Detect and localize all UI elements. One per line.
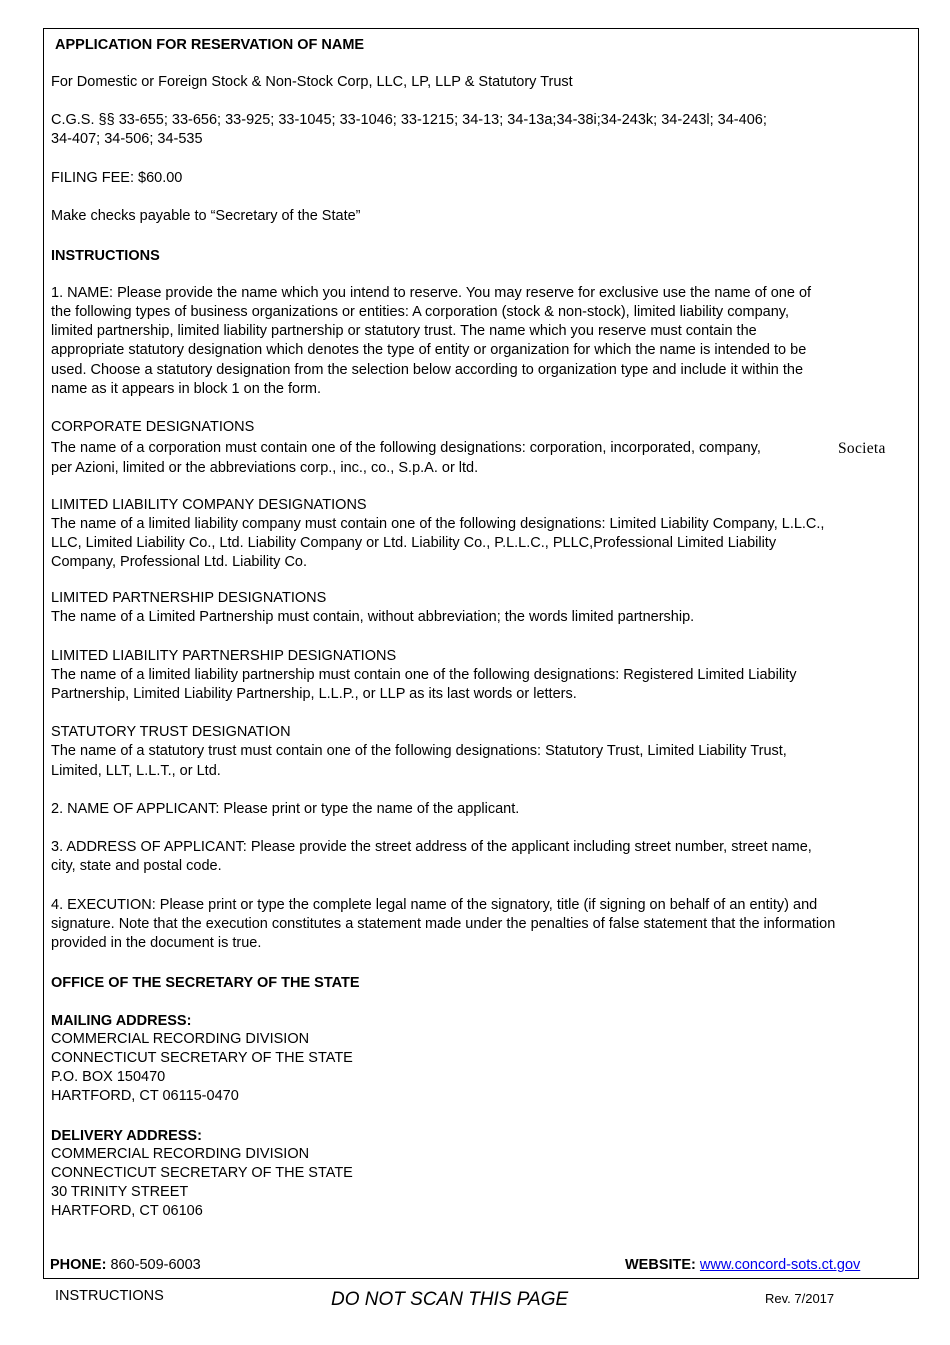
corporate-line: The name of a corporation must contain one of the following designations: corporation, incorporated, company, — [51, 440, 761, 456]
name-instruction-line: the following types of business organizations or entities: A corporation (stock & non-stock), limited liability company, — [51, 304, 789, 320]
applicant-address-line: 3. ADDRESS OF APPLICANT: Please provide the street address of the applicant including street number, street name, — [51, 839, 812, 855]
llp-heading: LIMITED LIABILITY PARTNERSHIP DESIGNATIONS — [51, 648, 397, 664]
name-instruction-line: name as it appears in block 1 on the form. — [51, 381, 322, 397]
llc-line: LLC, Limited Liability Co., Ltd. Liability Company or Ltd. Liability Co., P.L.L.C., PLLC,Professional Limited Liability — [51, 535, 777, 551]
corporate-line: per Azioni, limited or the abbreviations corp., inc., co., S.p.A. or ltd. — [51, 460, 479, 476]
office-heading: OFFICE OF THE SECRETARY OF THE STATE — [51, 975, 360, 991]
filing-fee: FILING FEE: $60.00 — [51, 170, 183, 186]
execution-line: 4. EXECUTION: Please print or type the complete legal name of the signatory, title (if signing on behalf of an entity) and — [51, 897, 818, 913]
mailing-address-label: MAILING ADDRESS: — [51, 1013, 192, 1029]
lp-line: The name of a Limited Partnership must contain, without abbreviation; the words limited partnership. — [51, 609, 695, 625]
name-instruction-line: used. Choose a statutory designation from the selection below according to organization type and include it within the — [51, 362, 804, 378]
trust-line: Limited, LLT, L.L.T., or Ltd. — [51, 763, 221, 779]
form-title: APPLICATION FOR RESERVATION OF NAME — [55, 37, 365, 53]
applicant-address-line: city, state and postal code. — [51, 858, 222, 874]
delivery-address-line: CONNECTICUT SECRETARY OF THE STATE — [51, 1165, 353, 1181]
delivery-address-line: 30 TRINITY STREET — [51, 1184, 189, 1200]
website-link[interactable]: www.concord-sots.ct.gov — [699, 1257, 861, 1273]
llc-heading: LIMITED LIABILITY COMPANY DESIGNATIONS — [51, 497, 367, 513]
statutes-line-1: C.G.S. §§ 33-655; 33-656; 33-925; 33-1045; 33-1046; 33-1215; 34-13; 34-13a;34-38i;34-243k; 34-243l; 34-406; — [51, 112, 767, 128]
execution-line: signature. Note that the execution constitutes a statement made under the penalties of false statement that the information — [51, 916, 836, 932]
execution-line: provided in the document is true. — [51, 935, 262, 951]
form-subtitle: For Domestic or Foreign Stock & Non-Stock Corp, LLC, LP, LLP & Statutory Trust — [51, 74, 573, 90]
trust-heading: STATUTORY TRUST DESIGNATION — [51, 724, 291, 740]
trust-line: The name of a statutory trust must contain one of the following designations: Statutory Trust, Limited Liability Trust, — [51, 743, 787, 759]
phone — [50, 1256, 201, 1275]
website-label: WEBSITE: — [625, 1257, 696, 1273]
corporate-heading: CORPORATE DESIGNATIONS — [51, 419, 255, 435]
website — [625, 1256, 860, 1275]
footer-instructions-label: INSTRUCTIONS — [55, 1288, 164, 1304]
corporate-serif-word: Societa — [838, 440, 886, 457]
statutes-line-2: 34-407; 34-506; 34-535 — [51, 131, 203, 147]
footer-do-not-scan: DO NOT SCAN THIS PAGE — [331, 1289, 569, 1310]
llp-line: The name of a limited liability partnership must contain one of the following designations: Registered Limited Liability — [51, 667, 797, 683]
llc-line: The name of a limited liability company must contain one of the following designations: Limited Liability Company, L.L.C., — [51, 516, 825, 532]
footer-revision: Rev. 7/2017 — [765, 1291, 835, 1306]
delivery-address-label: DELIVERY ADDRESS: — [51, 1128, 202, 1144]
mailing-address-line: COMMERCIAL RECORDING DIVISION — [51, 1031, 310, 1047]
name-instruction-line: limited partnership, limited liability partnership or statutory trust. The name which you reserve must contain the — [51, 323, 757, 339]
instructions-heading: INSTRUCTIONS — [51, 248, 160, 264]
llc-line: Company, Professional Ltd. Liability Co. — [51, 554, 308, 570]
delivery-address-line: HARTFORD, CT 06106 — [51, 1203, 203, 1219]
phone-number: 860-509-6003 — [110, 1257, 201, 1273]
phone-label: PHONE: — [50, 1257, 107, 1273]
name-instruction-line: 1. NAME: Please provide the name which you intend to reserve. You may reserve for exclusive use the name of one of — [51, 285, 812, 301]
llp-line: Partnership, Limited Liability Partnership, L.L.P., or LLP as its last words or letters. — [51, 686, 577, 702]
name-instruction-line: appropriate statutory designation which denotes the type of entity or organization for which the name is intended to be — [51, 342, 807, 358]
mailing-address-line: P.O. BOX 150470 — [51, 1069, 166, 1085]
applicant-name-instruction: 2. NAME OF APPLICANT: Please print or type the name of the applicant. — [51, 801, 520, 817]
delivery-address-line: COMMERCIAL RECORDING DIVISION — [51, 1146, 310, 1162]
mailing-address-line: CONNECTICUT SECRETARY OF THE STATE — [51, 1050, 353, 1066]
mailing-address-line: HARTFORD, CT 06115-0470 — [51, 1088, 239, 1104]
lp-heading: LIMITED PARTNERSHIP DESIGNATIONS — [51, 590, 327, 606]
checks-payable: Make checks payable to “Secretary of the State” — [51, 208, 361, 224]
